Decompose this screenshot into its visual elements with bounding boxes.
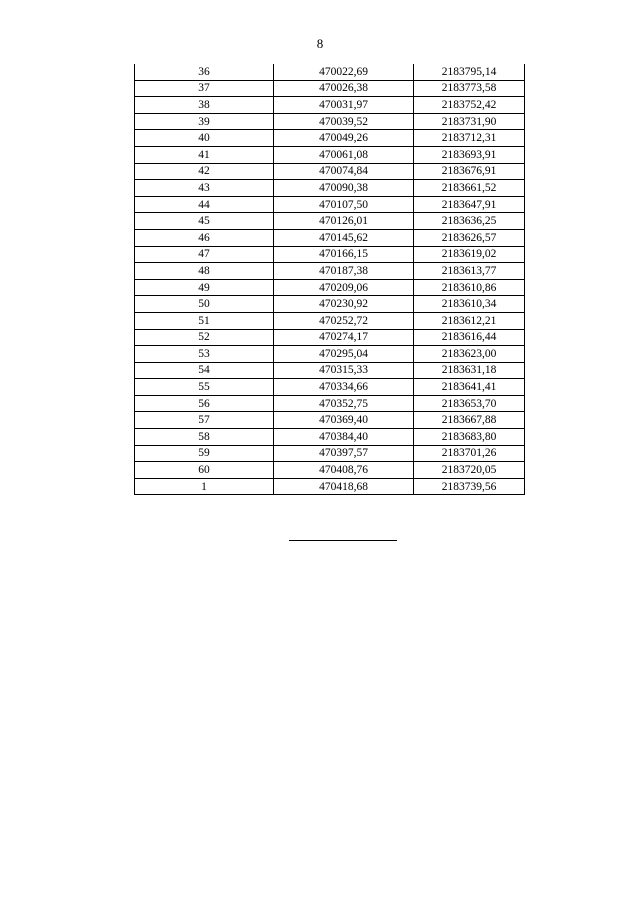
point-number-cell: 52 <box>135 329 274 346</box>
y-coordinate-cell: 2183661,52 <box>414 180 525 197</box>
x-coordinate-cell: 470031,97 <box>274 97 414 114</box>
y-coordinate-cell: 2183610,34 <box>414 296 525 313</box>
y-coordinate-cell: 2183667,88 <box>414 412 525 429</box>
y-coordinate-cell: 2183616,44 <box>414 329 525 346</box>
y-coordinate-cell: 2183752,42 <box>414 97 525 114</box>
y-coordinate-cell: 2183647,91 <box>414 196 525 213</box>
x-coordinate-cell: 470166,15 <box>274 246 414 263</box>
y-coordinate-cell: 2183653,70 <box>414 395 525 412</box>
table-row <box>135 379 525 396</box>
point-number-cell: 60 <box>135 462 274 479</box>
y-coordinate-cell: 2183610,86 <box>414 279 525 296</box>
y-coordinate-cell: 2183720,05 <box>414 462 525 479</box>
page-number: 8 <box>316 36 324 51</box>
point-number-cell: 48 <box>135 263 274 280</box>
y-coordinate-cell: 2183739,56 <box>414 478 525 495</box>
y-coordinate-cell: 2183636,25 <box>414 213 525 230</box>
point-number-cell: 49 <box>135 279 274 296</box>
point-number-cell: 47 <box>135 246 274 263</box>
y-coordinate-cell: 2183619,02 <box>414 246 525 263</box>
point-number-cell: 36 <box>135 64 274 80</box>
coordinates-table <box>134 64 525 495</box>
point-number-cell: 46 <box>135 229 274 246</box>
x-coordinate-cell: 470039,52 <box>274 113 414 130</box>
x-coordinate-cell: 470187,38 <box>274 263 414 280</box>
point-number-cell: 37 <box>135 80 274 97</box>
y-coordinate-cell: 2183683,80 <box>414 429 525 446</box>
x-coordinate-cell: 470026,38 <box>274 80 414 97</box>
table-row <box>135 279 525 296</box>
table-row <box>135 395 525 412</box>
table-row <box>135 445 525 462</box>
x-coordinate-cell: 470369,40 <box>274 412 414 429</box>
end-divider-line <box>289 540 397 541</box>
x-coordinate-cell: 470315,33 <box>274 362 414 379</box>
point-number-cell: 39 <box>135 113 274 130</box>
y-coordinate-cell: 2183773,58 <box>414 80 525 97</box>
table-row <box>135 329 525 346</box>
point-number-cell: 42 <box>135 163 274 180</box>
table-row <box>135 163 525 180</box>
point-number-cell: 38 <box>135 97 274 114</box>
y-coordinate-cell: 2183693,91 <box>414 146 525 163</box>
point-number-cell: 58 <box>135 429 274 446</box>
table-row <box>135 196 525 213</box>
table-row <box>135 346 525 363</box>
table-row <box>135 429 525 446</box>
y-coordinate-cell: 2183795,14 <box>414 64 525 80</box>
coordinates-table-body <box>135 64 525 495</box>
y-coordinate-cell: 2183631,18 <box>414 362 525 379</box>
point-number-cell: 1 <box>135 478 274 495</box>
table-row <box>135 130 525 147</box>
x-coordinate-cell: 470252,72 <box>274 312 414 329</box>
y-coordinate-cell: 2183623,00 <box>414 346 525 363</box>
x-coordinate-cell: 470049,26 <box>274 130 414 147</box>
x-coordinate-cell: 470061,08 <box>274 146 414 163</box>
point-number-cell: 43 <box>135 180 274 197</box>
point-number-cell: 40 <box>135 130 274 147</box>
x-coordinate-cell: 470397,57 <box>274 445 414 462</box>
y-coordinate-cell: 2183612,21 <box>414 312 525 329</box>
table-row <box>135 213 525 230</box>
point-number-cell: 59 <box>135 445 274 462</box>
x-coordinate-cell: 470090,38 <box>274 180 414 197</box>
point-number-cell: 50 <box>135 296 274 313</box>
x-coordinate-cell: 470295,04 <box>274 346 414 363</box>
x-coordinate-cell: 470408,76 <box>274 462 414 479</box>
table-row <box>135 462 525 479</box>
table-row <box>135 263 525 280</box>
y-coordinate-cell: 2183626,57 <box>414 229 525 246</box>
table-row <box>135 412 525 429</box>
point-number-cell: 54 <box>135 362 274 379</box>
table-row <box>135 180 525 197</box>
table-row <box>135 80 525 97</box>
x-coordinate-cell: 470126,01 <box>274 213 414 230</box>
point-number-cell: 51 <box>135 312 274 329</box>
x-coordinate-cell: 470230,92 <box>274 296 414 313</box>
point-number-cell: 56 <box>135 395 274 412</box>
x-coordinate-cell: 470384,40 <box>274 429 414 446</box>
x-coordinate-cell: 470274,17 <box>274 329 414 346</box>
y-coordinate-cell: 2183701,26 <box>414 445 525 462</box>
y-coordinate-cell: 2183676,91 <box>414 163 525 180</box>
table-row <box>135 362 525 379</box>
table-row <box>135 64 525 80</box>
table-row <box>135 246 525 263</box>
point-number-cell: 41 <box>135 146 274 163</box>
point-number-cell: 45 <box>135 213 274 230</box>
point-number-cell: 44 <box>135 196 274 213</box>
x-coordinate-cell: 470074,84 <box>274 163 414 180</box>
x-coordinate-cell: 470352,75 <box>274 395 414 412</box>
table-row <box>135 312 525 329</box>
x-coordinate-cell: 470145,62 <box>274 229 414 246</box>
point-number-cell: 53 <box>135 346 274 363</box>
x-coordinate-cell: 470209,06 <box>274 279 414 296</box>
x-coordinate-cell: 470334,66 <box>274 379 414 396</box>
y-coordinate-cell: 2183712,31 <box>414 130 525 147</box>
table-row <box>135 97 525 114</box>
y-coordinate-cell: 2183613,77 <box>414 263 525 280</box>
point-number-cell: 55 <box>135 379 274 396</box>
x-coordinate-cell: 470107,50 <box>274 196 414 213</box>
table-row <box>135 296 525 313</box>
table-row <box>135 113 525 130</box>
point-number-cell: 57 <box>135 412 274 429</box>
y-coordinate-cell: 2183641,41 <box>414 379 525 396</box>
y-coordinate-cell: 2183731,90 <box>414 113 525 130</box>
table-row <box>135 229 525 246</box>
table-row <box>135 478 525 495</box>
x-coordinate-cell: 470418,68 <box>274 478 414 495</box>
table-row <box>135 146 525 163</box>
x-coordinate-cell: 470022,69 <box>274 64 414 80</box>
